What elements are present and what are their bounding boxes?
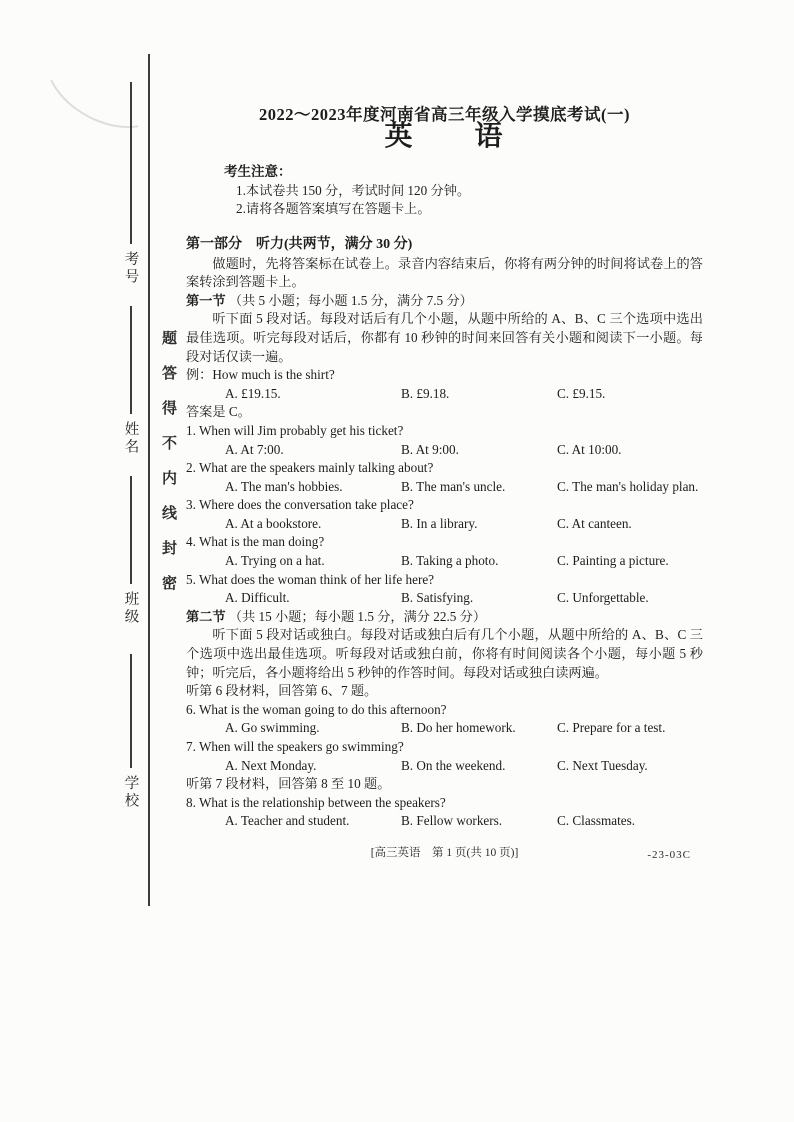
subject-title: 英 语 bbox=[384, 120, 505, 152]
option-row bbox=[186, 515, 703, 534]
question-4 bbox=[186, 533, 703, 570]
class-label: 班级 bbox=[122, 591, 139, 626]
question-7 bbox=[186, 738, 703, 775]
option-a: A. Difficult. bbox=[225, 590, 290, 606]
option-c: C. At 10:00. bbox=[557, 441, 622, 457]
section2-label: 第二节 bbox=[186, 608, 226, 624]
question-text: 例：How much is the shirt? bbox=[186, 367, 335, 383]
option-b: B. Fellow workers. bbox=[401, 813, 503, 829]
option-a: A. Go swimming. bbox=[225, 720, 320, 736]
notice-title: 考生注意： bbox=[224, 164, 292, 180]
part1-intro: 做题时，先将答案标在试卷上。录音内容结束后，你将有两分钟的时间将试卷上的答案转涂到答题卡上。 bbox=[186, 255, 703, 290]
name-label: 姓名 bbox=[122, 421, 139, 456]
scan-artifact bbox=[30, 12, 184, 147]
seal-line bbox=[148, 54, 150, 906]
example-answer: 答案是 C。 bbox=[186, 404, 251, 420]
option-row bbox=[186, 812, 703, 831]
option-c: C. Next Tuesday. bbox=[557, 757, 648, 773]
option-a: A. At 7:00. bbox=[225, 441, 284, 457]
section2-meta: （共 15 小题；每小题 1.5 分，满分 22.5 分） bbox=[228, 608, 487, 624]
notice-item: 2.请将各题答案填写在答题卡上。 bbox=[236, 201, 431, 217]
option-c: C. Prepare for a test. bbox=[557, 720, 666, 736]
option-row bbox=[186, 589, 703, 608]
field-class bbox=[118, 476, 144, 626]
write-line bbox=[130, 306, 132, 414]
question-text: 7. When will the speakers go swimming? bbox=[186, 739, 404, 754]
question-3 bbox=[186, 496, 703, 533]
page-footer bbox=[186, 844, 703, 863]
option-b: B. In a library. bbox=[401, 515, 478, 531]
option-row bbox=[186, 478, 703, 497]
option-a: A. Trying on a hat. bbox=[225, 553, 325, 569]
section1-meta: （共 5 小题；每小题 1.5 分，满分 7.5 分） bbox=[228, 292, 473, 308]
option-c: C. The man's holiday plan. bbox=[557, 478, 699, 494]
option-b: B. Satisfying. bbox=[401, 590, 474, 606]
exam-title: 2022～2023年度河南省高三年级入学摸底考试(一) bbox=[259, 105, 630, 124]
seal-notice-text: 题答得不内线封密 bbox=[160, 330, 176, 610]
candidate-notice bbox=[224, 163, 703, 219]
option-row bbox=[186, 719, 703, 738]
option-b: B. On the weekend. bbox=[401, 757, 506, 773]
exam-number-label: 考号 bbox=[122, 251, 139, 286]
question-text: 2. What are the speakers mainly talking about? bbox=[186, 460, 434, 476]
question-text: 8. What is the relationship between the speakers? bbox=[186, 794, 446, 810]
option-a: A. £19.15. bbox=[225, 385, 281, 401]
example-question bbox=[186, 366, 703, 422]
field-name bbox=[118, 306, 144, 456]
option-c: C. Painting a picture. bbox=[557, 553, 669, 569]
option-c: C. Classmates. bbox=[557, 813, 636, 829]
option-row bbox=[186, 552, 703, 571]
option-b: B. At 9:00. bbox=[401, 441, 459, 457]
school-label: 学校 bbox=[122, 775, 139, 810]
question-8 bbox=[186, 794, 703, 831]
option-b: B. £9.18. bbox=[401, 385, 450, 401]
option-b: B. The man's uncle. bbox=[401, 478, 506, 494]
section1-title bbox=[186, 292, 703, 311]
section1-intro: 听下面 5 段对话。每段对话后有几个小题，从题中所给的 A、B、C 三个选项中选出最佳选项。听完每段对话后，你都有 10 秒钟的时间来回答有关小题和阅读下一小题。每段对话仅读一遍。 bbox=[186, 311, 703, 364]
question-text: 1. When will Jim probably get his ticket? bbox=[186, 422, 404, 438]
option-b: B. Taking a photo. bbox=[401, 553, 499, 569]
question-2 bbox=[186, 459, 703, 496]
notice-item: 1.本试卷共 150 分，考试时间 120 分钟。 bbox=[236, 182, 471, 198]
option-row bbox=[186, 441, 703, 460]
section2-intro: 听下面 5 段对话或独白。每段对话或独白后有几个小题，从题中所给的 A、B、C 三个选项中选出最佳选项。听每段对话或独白前，你将有时间阅读各个小题，每小题 5 秒钟；听完后，各小题将给出 5 秒钟的作答时间。每段对话或独白读两遍。 bbox=[186, 627, 703, 680]
question-text: 5. What does the woman think of her life here? bbox=[186, 571, 435, 587]
page-number-info: [高三英语 第 1 页(共 10 页)] bbox=[370, 846, 519, 859]
option-c: C. At canteen. bbox=[557, 515, 632, 531]
question-6 bbox=[186, 701, 703, 738]
field-exam-number bbox=[118, 82, 144, 286]
option-a: A. Teacher and student. bbox=[225, 813, 350, 829]
paper-content bbox=[186, 106, 703, 863]
part1-title: 第一部分 听力(共两节，满分 30 分) bbox=[186, 236, 413, 252]
option-row bbox=[186, 385, 703, 404]
option-row bbox=[186, 757, 703, 776]
write-line bbox=[130, 82, 132, 244]
option-b: B. Do her homework. bbox=[401, 720, 516, 736]
section2-title bbox=[186, 608, 703, 627]
question-text: 4. What is the man doing? bbox=[186, 534, 325, 550]
question-1 bbox=[186, 422, 703, 459]
write-line bbox=[130, 476, 132, 584]
section1-label: 第一节 bbox=[186, 292, 226, 308]
question-text: 3. Where does the conversation take place? bbox=[186, 497, 414, 513]
option-c: C. £9.15. bbox=[557, 385, 606, 401]
paper-code: -23-03C bbox=[647, 848, 691, 861]
option-a: A. The man's hobbies. bbox=[225, 478, 343, 494]
question-text: 6. What is the woman going to do this afternoon? bbox=[186, 701, 447, 717]
material-7-note: 听第 7 段材料，回答第 8 至 10 题。 bbox=[186, 776, 391, 792]
field-school bbox=[118, 654, 144, 810]
option-c: C. Unforgettable. bbox=[557, 590, 649, 606]
write-line bbox=[130, 654, 132, 768]
option-a: A. Next Monday. bbox=[225, 757, 317, 773]
option-a: A. At a bookstore. bbox=[225, 515, 322, 531]
question-5 bbox=[186, 571, 703, 608]
material-6-note: 听第 6 段材料，回答第 6、7 题。 bbox=[186, 683, 378, 699]
